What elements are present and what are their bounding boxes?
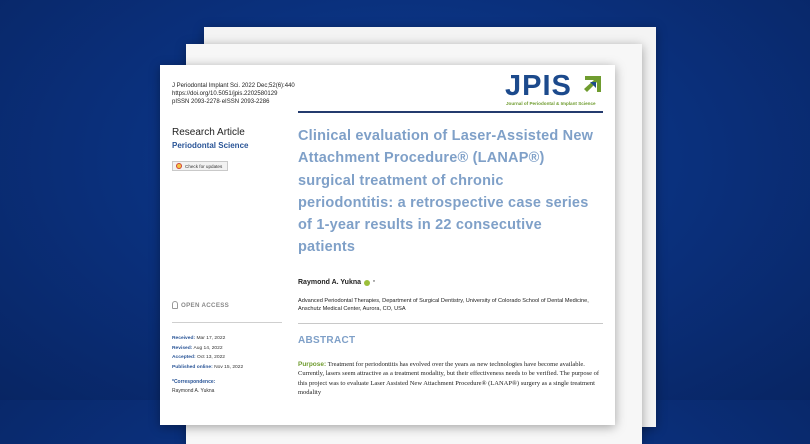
revised-label: Revised: xyxy=(172,345,193,351)
published-date: Nov 15, 2022 xyxy=(214,364,244,370)
article-type: Research Article xyxy=(172,127,245,138)
article-dates xyxy=(172,334,243,372)
journal-doi[interactable]: https://doi.org/10.5051/jpis.2202580129 xyxy=(172,91,278,97)
abstract-heading: ABSTRACT xyxy=(298,335,356,346)
check-for-updates-label: Check for updates xyxy=(185,163,223,169)
logo-arrow-icon xyxy=(583,74,603,96)
crossmark-icon xyxy=(176,163,182,169)
affiliation-rule xyxy=(298,323,603,324)
header-rule xyxy=(298,111,603,113)
check-for-updates-button[interactable] xyxy=(172,161,228,171)
orcid-icon[interactable] xyxy=(364,280,370,286)
author-affiliation: Advanced Periodontal Therapies, Department of Surgical Dentistry, University of Colorado School of Dental Medicine, Anschutz Medical Center, Aurora, CO, USA xyxy=(298,298,589,313)
received-date: Mar 17, 2022 xyxy=(196,336,226,341)
journal-issn: pISSN 2093-2278·eISSN 2093-2286 xyxy=(172,99,270,105)
author-superscript: * xyxy=(373,279,375,286)
correspondence-label: *Correspondence: xyxy=(172,379,216,385)
article-section[interactable]: Periodontal Science xyxy=(172,141,249,150)
revised-date: Aug 14, 2022 xyxy=(193,345,223,351)
accepted-label: Accepted: xyxy=(172,355,196,360)
jpis-logo xyxy=(505,70,605,110)
correspondence-name: Raymond A. Yukna xyxy=(172,388,215,394)
article-title: Clinical evaluation of Laser-Assisted New Attachment Procedure® (LANAP®) surgical treatment of chronic periodontitis: a retrospective case series of 1-year results in 22 consecutive patients xyxy=(298,128,594,256)
author-line xyxy=(298,279,375,286)
received-label: Received: xyxy=(172,336,196,341)
sidebar-rule xyxy=(172,322,282,323)
logo-subtitle: Journal of Periodontal & Implant Science xyxy=(506,101,596,106)
published-label: Published online: xyxy=(172,364,213,370)
purpose-label: Purpose: xyxy=(298,361,327,368)
abstract-text xyxy=(298,360,603,398)
open-access-badge xyxy=(172,301,229,309)
logo-text: JPIS xyxy=(505,70,572,102)
author-name[interactable]: Raymond A. Yukna xyxy=(298,279,362,286)
accepted-date: Oct 13, 2022 xyxy=(197,355,226,360)
open-access-label: OPEN ACCESS xyxy=(181,301,230,309)
journal-citation: J Periodontal Implant Sci. 2022 Dec;52(6):440 xyxy=(172,83,295,89)
purpose-text: Treatment for periodontitis has evolved over the years as new technologies have become available. Currently, lasers seem attractive as a treatment modality, but their effectiveness needs to be verified. The purpose of this project was to evaluate Laser Assisted New Attachment Procedure® (LANAP®) surgery as a single treatment modality xyxy=(298,361,600,397)
article-front-page xyxy=(160,65,615,425)
open-lock-icon xyxy=(172,301,178,309)
